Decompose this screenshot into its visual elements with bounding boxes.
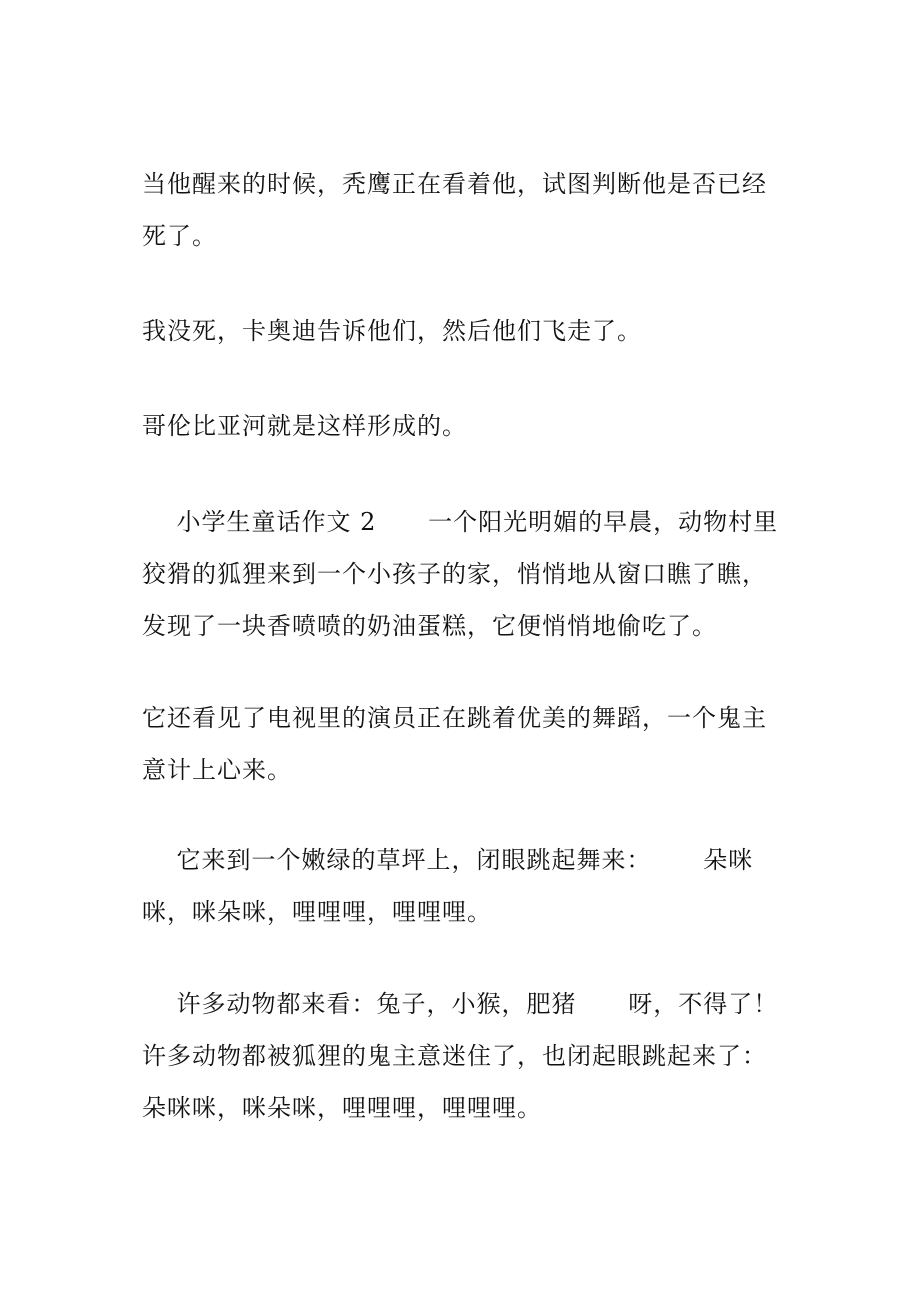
text-line: 狡猾的狐狸来到一个小孩子的家，悄悄地从窗口瞧了瞧，	[142, 560, 767, 588]
text-line: 小学生童话作文 2 一个阳光明媚的早晨，动物村里	[142, 508, 779, 536]
text-line: 朵咪咪，咪朵咪，哩哩哩，哩哩哩。	[142, 1094, 542, 1122]
text-line: 死了。	[142, 222, 217, 250]
paragraph-flew-away	[142, 305, 782, 357]
text-line: 许多动物都被狐狸的鬼主意迷住了，也闭起眼跳起来了：	[142, 1042, 767, 1070]
text-line: 哥伦比亚河就是这样形成的。	[142, 412, 467, 440]
paragraph-columbia-river	[142, 400, 782, 452]
text-line: 我没死，卡奥迪告诉他们，然后他们飞走了。	[142, 317, 642, 345]
text-line: 当他醒来的时候，秃鹰正在看着他，试图判断他是否已经	[142, 170, 767, 198]
paragraph-vulture	[142, 158, 782, 262]
paragraph-animals-watch	[142, 978, 782, 1134]
paragraph-tv-dance	[142, 692, 782, 796]
paragraph-essay-2-fox	[142, 496, 782, 652]
text-line: 许多动物都来看：兔子，小猴，肥猪 呀，不得了！	[142, 990, 779, 1018]
paragraph-lawn-dance	[142, 834, 782, 938]
text-line: 咪，咪朵咪，哩哩哩，哩哩哩。	[142, 898, 492, 926]
text-line: 它来到一个嫩绿的草坪上，闭眼跳起舞来： 朵咪	[142, 846, 754, 874]
text-line: 它还看见了电视里的演员正在跳着优美的舞蹈，一个鬼主	[142, 704, 767, 732]
text-line: 发现了一块香喷喷的奶油蛋糕，它便悄悄地偷吃了。	[142, 612, 717, 640]
text-line: 意计上心来。	[142, 756, 292, 784]
